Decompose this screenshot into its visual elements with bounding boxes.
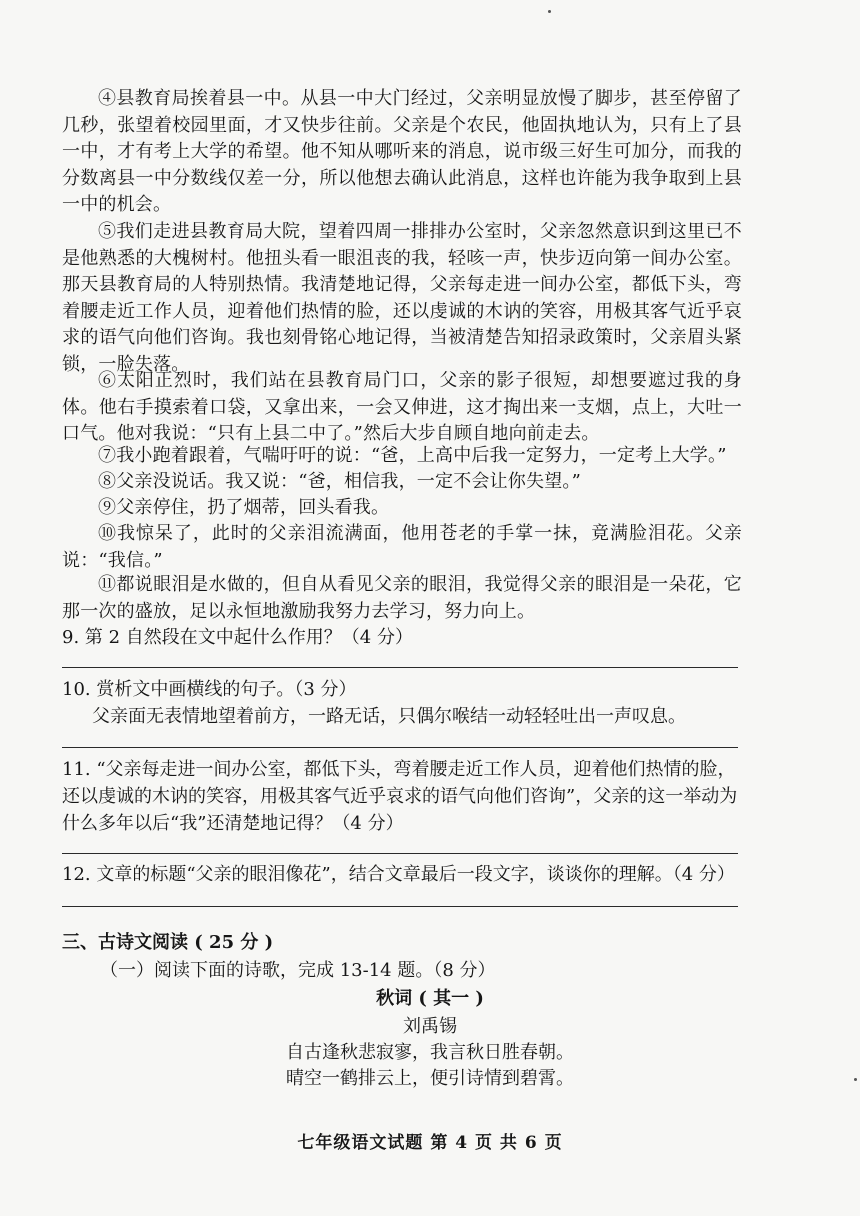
answer-line-12 <box>62 906 738 907</box>
page-footer: 七年级语文试题 第 4 页 共 6 页 <box>297 1133 563 1153</box>
answer-line-9 <box>62 667 738 668</box>
section-3-part-1: （一）阅读下面的诗歌，完成 13-14 题。（8 分） <box>100 960 496 981</box>
paragraph-10: ⑩我惊呆了，此时的父亲泪流满面，他用苍老的手掌一抹，竟满脸泪花。父亲说：“我信。” <box>62 523 742 571</box>
question-10 <box>62 676 752 730</box>
paragraph-5: ⑤我们走进县教育局大院，望着四周一排排办公室时，父亲忽然意识到这里已不是他熟悉的大槐树村。他扭头看一眼沮丧的我，轻咳一声，快步迈向第一间办公室。那天县教育局的人特别热情。我清楚地记得，父亲每走进一间办公室，都低下头，弯着腰走近工作人员，迎着他们热情的脸，还以虔诚的木讷的笑容，用极其客气近乎哀求的语气向他们咨询。我也刻骨铭心地记得，当被清楚告知招录政策时，父亲眉头紧锁，一脸失落。 <box>62 221 742 375</box>
answer-line-11 <box>62 853 738 854</box>
poem-line-1: 自古逢秋悲寂寥，我言秋日胜春朝。 <box>286 1042 574 1063</box>
poem-line-2: 晴空一鹤排云上，便引诗情到碧霄。 <box>286 1068 574 1089</box>
question-10-sentence: 父亲面无表情地望着前方，一路无话，只偶尔喉结一动轻轻吐出一声叹息。 <box>92 706 686 727</box>
section-3-heading: 三、古诗文阅读 ( 25 分 ) <box>62 932 274 953</box>
paragraph-9: ⑨父亲停住，扔了烟蒂，回头看我。 <box>98 497 390 518</box>
paragraph-4: ④县教育局挨着县一中。从县一中大门经过，父亲明显放慢了脚步，甚至停留了几秒，张望着校园里面，才又快步往前。父亲是个农民，他固执地认为，只有上了县一中，才有考上大学的希望。他不知从哪听来的消息，说市级三好生可加分，而我的分数离县一中分数线仅差一分，所以他想去确认此消息，这样也许能为我争取到上县一中的机会。 <box>62 88 742 216</box>
scan-speck <box>548 10 551 13</box>
paragraph-6: ⑥太阳正烈时，我们站在县教育局门口，父亲的影子很短，却想要遮过我的身体。他右手摸索着口袋，又拿出来，一会又伸进，这才掏出来一支烟，点上，大吐一口气。他对我说：“只有上县二中了。”然后大步自顾自地向前走去。 <box>62 370 742 445</box>
question-11: 11. “父亲每走进一间办公室，都低下头，弯着腰走近工作人员，迎着他们热情的脸，还以虔诚的木讷的笑容，用极其客气近乎哀求的语气向他们咨询”，父亲的这一举动为什么多年以后“我”还清楚地记得？（4 分） <box>62 759 738 834</box>
question-12: 12. 文章的标题“父亲的眼泪像花”，结合文章最后一段文字，谈谈你的理解。（4 分） <box>62 864 735 885</box>
poem-author: 刘禹锡 <box>403 1016 457 1037</box>
paragraph-11: ⑪都说眼泪是水做的，但自从看见父亲的眼泪，我觉得父亲的眼泪是一朵花，它那一次的盛放，足以永恒地激励我努力去学习，努力向上。 <box>62 574 742 622</box>
question-9: 9. 第 2 自然段在文中起什么作用？（4 分） <box>62 627 413 648</box>
paragraph-7: ⑦我小跑着跟着，气喘吁吁的说：“爸，上高中后我一定努力，一定考上大学。” <box>98 445 727 466</box>
poem-title: 秋词 ( 其一 ) <box>376 988 484 1009</box>
question-10-prompt: 10. 赏析文中画横线的句子。（3 分） <box>62 679 357 700</box>
answer-line-10 <box>62 747 738 748</box>
paragraph-8: ⑧父亲没说话。我又说：“爸，相信我，一定不会让你失望。” <box>98 471 582 492</box>
